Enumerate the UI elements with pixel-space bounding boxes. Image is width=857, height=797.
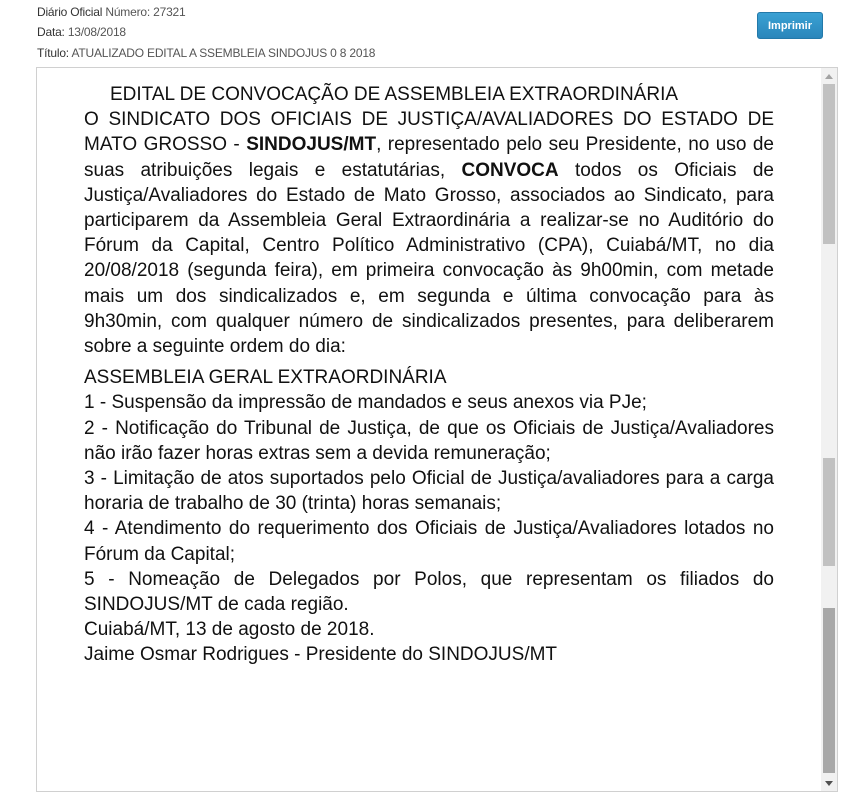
agenda-item: 4 - Atendimento do requerimento dos Oficiais de Justiça/Avaliadores lotados no Fórum da Capital; — [84, 518, 774, 565]
edital-document — [84, 82, 774, 668]
agenda-item: 1 - Suspensão da impressão de mandados e seus anexos via PJe; — [84, 392, 647, 414]
paragraph-text: , representado pelo seu Presidente, no uso de suas atribuições legais e estatutárias, — [84, 134, 774, 181]
agenda-item: 3 - Limitação de atos suportados pelo Oficial de Justiça/avaliadores para a carga horaria de trabalho de 30 (trinta) horas semanais; — [84, 468, 774, 515]
date-label: Data: — [37, 25, 65, 39]
agenda-item: 5 - Nomeação de Delegados por Polos, que representam os filiados do SINDOJUS/MT de cada região. — [84, 568, 774, 616]
paragraph-text: O SINDICATO DOS OFICIAIS DE JUSTIÇA/AVALIADORES DO ESTADO DE MATO GROSSO - — [84, 109, 774, 156]
document-title: EDITAL DE CONVOCAÇÃO DE ASSEMBLEIA EXTRAORDINÁRIA — [110, 84, 679, 105]
signature: Jaime Osmar Rodrigues - Presidente do SINDOJUS/MT — [84, 644, 558, 666]
numero-value: 27321 — [153, 5, 186, 19]
scrollbar-thumb[interactable] — [823, 608, 835, 773]
title-label: Título: — [37, 46, 69, 60]
numero-label: Número: — [105, 5, 150, 19]
document-scrollbar[interactable] — [821, 68, 837, 791]
diario-label: Diário Oficial — [37, 5, 103, 19]
diario-oficial-line — [37, 5, 186, 19]
convocation-paragraph — [84, 107, 774, 359]
union-name-bold: SINDOJUS/MT — [246, 134, 377, 156]
scrollbar-thumb[interactable] — [823, 84, 835, 244]
paragraph-text: todos os Oficiais de Justiça/Avaliadores do Estado de Mato Grosso, associados ao Sindicato, para participarem da Assembleia Geral Extraordinária a realizar-se no Auditório do Fórum da Capital, Centro Político Administrativo (CPA), Cuiabá/MT, no dia 20/08/2018 (segunda feira), em primeira convocação às 9h00min, com metade mais um dos sindicalizados e, em segunda e última convocação para às 9h30min, com qualquer número de sindicalizados presentes, para deliberarem sobre a seguinte ordem do dia: — [84, 159, 774, 358]
scroll-up-arrow-icon[interactable] — [821, 68, 837, 84]
title-line — [37, 46, 375, 60]
convoca-bold: CONVOCA — [461, 159, 559, 181]
scrollbar-thumb[interactable] — [823, 458, 835, 566]
print-button[interactable]: Imprimir — [757, 12, 823, 39]
assembly-heading: ASSEMBLEIA GERAL EXTRAORDINÁRIA — [84, 367, 447, 389]
title-value: ATUALIZADO EDITAL A SSEMBLEIA SINDOJUS 0 8 2018 — [71, 46, 376, 60]
scroll-down-arrow-icon[interactable] — [821, 775, 837, 791]
agenda-item: 2 - Notificação do Tribunal de Justiça, de que os Oficiais de Justiça/Avaliadores não irão fazer horas extras sem a devida remuneração; — [84, 417, 774, 464]
date-value: 13/08/2018 — [67, 25, 126, 39]
place-date: Cuiabá/MT, 13 de agosto de 2018. — [84, 619, 375, 641]
date-line — [37, 25, 126, 39]
